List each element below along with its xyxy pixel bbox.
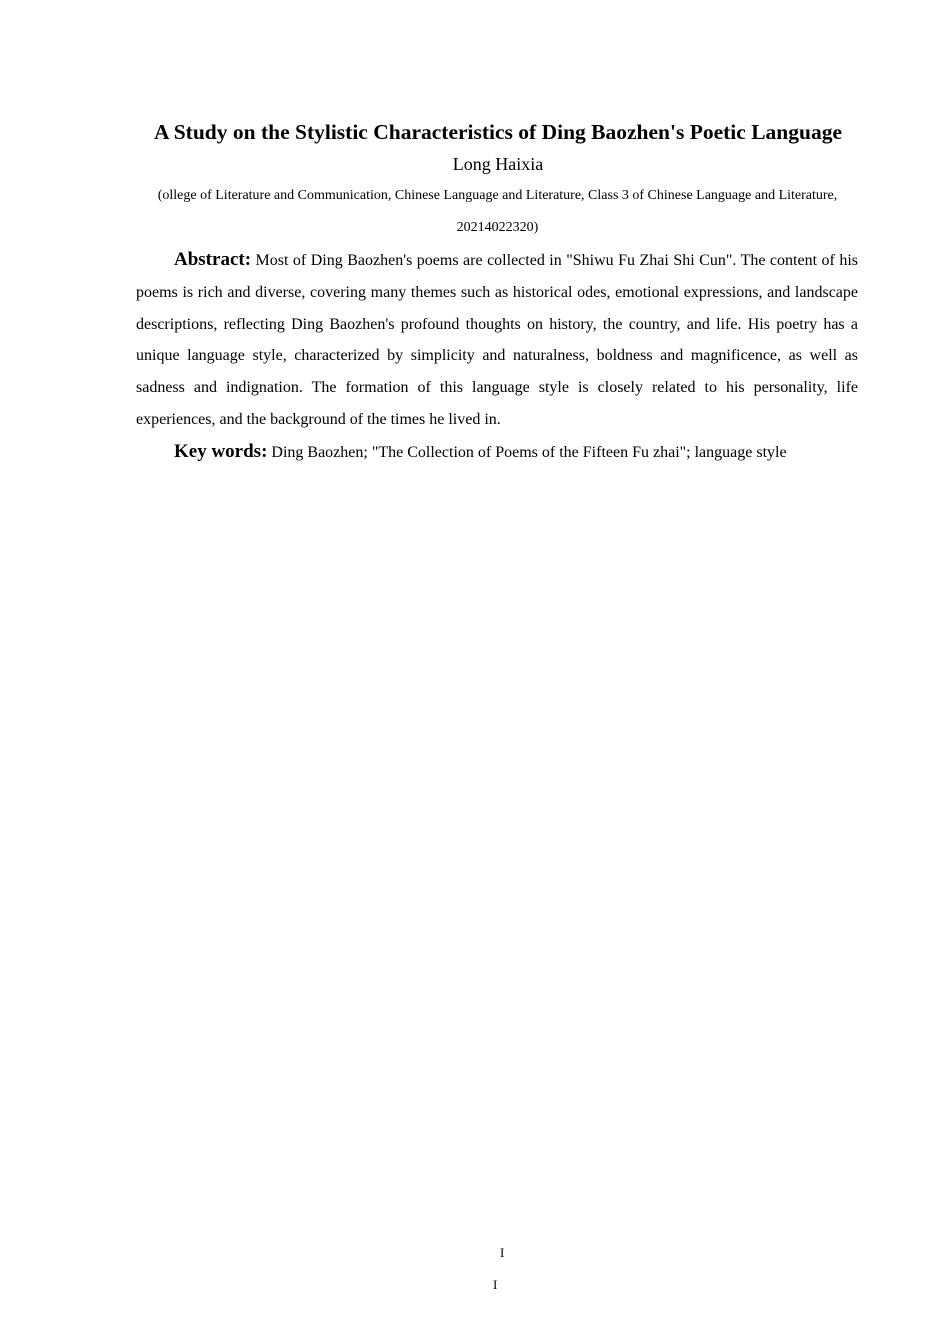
keywords-paragraph	[136, 436, 858, 469]
paper-title: A Study on the Stylistic Characteristics of Ding Baozhen's Poetic Language	[154, 120, 842, 144]
abstract-paragraph	[136, 244, 858, 436]
abstract-label: Abstract:	[174, 249, 252, 270]
abstract-text: Most of Ding Baozhen's poems are collected in "Shiwu Fu Zhai Shi Cun". The content of his poems is rich and diverse, covering many themes such as historical odes, emotional expressions, and landscape descriptions, reflecting Ding Baozhen's profound thoughts on history, the country, and life. His poetry has a unique language style, characterized by simplicity and naturalness, boldness and magnificence, as well as sadness and indignation. The formation of this language style is closely related to his personality, life experiences, and the background of the times he lived in.	[136, 252, 859, 428]
author-affiliation: (ollege of Literature and Communication, Chinese Language and Literature, Class 3 of Chinese Language and Literature, 20214022320)	[157, 188, 838, 235]
keywords-text: Ding Baozhen; "The Collection of Poems of the Fifteen Fu zhai"; language style	[271, 444, 787, 461]
keywords-label: Key words:	[174, 441, 268, 462]
page-number-upper: I	[500, 1245, 505, 1260]
author-name: Long Haixia	[452, 154, 544, 174]
page-number-lower: I	[493, 1277, 498, 1292]
